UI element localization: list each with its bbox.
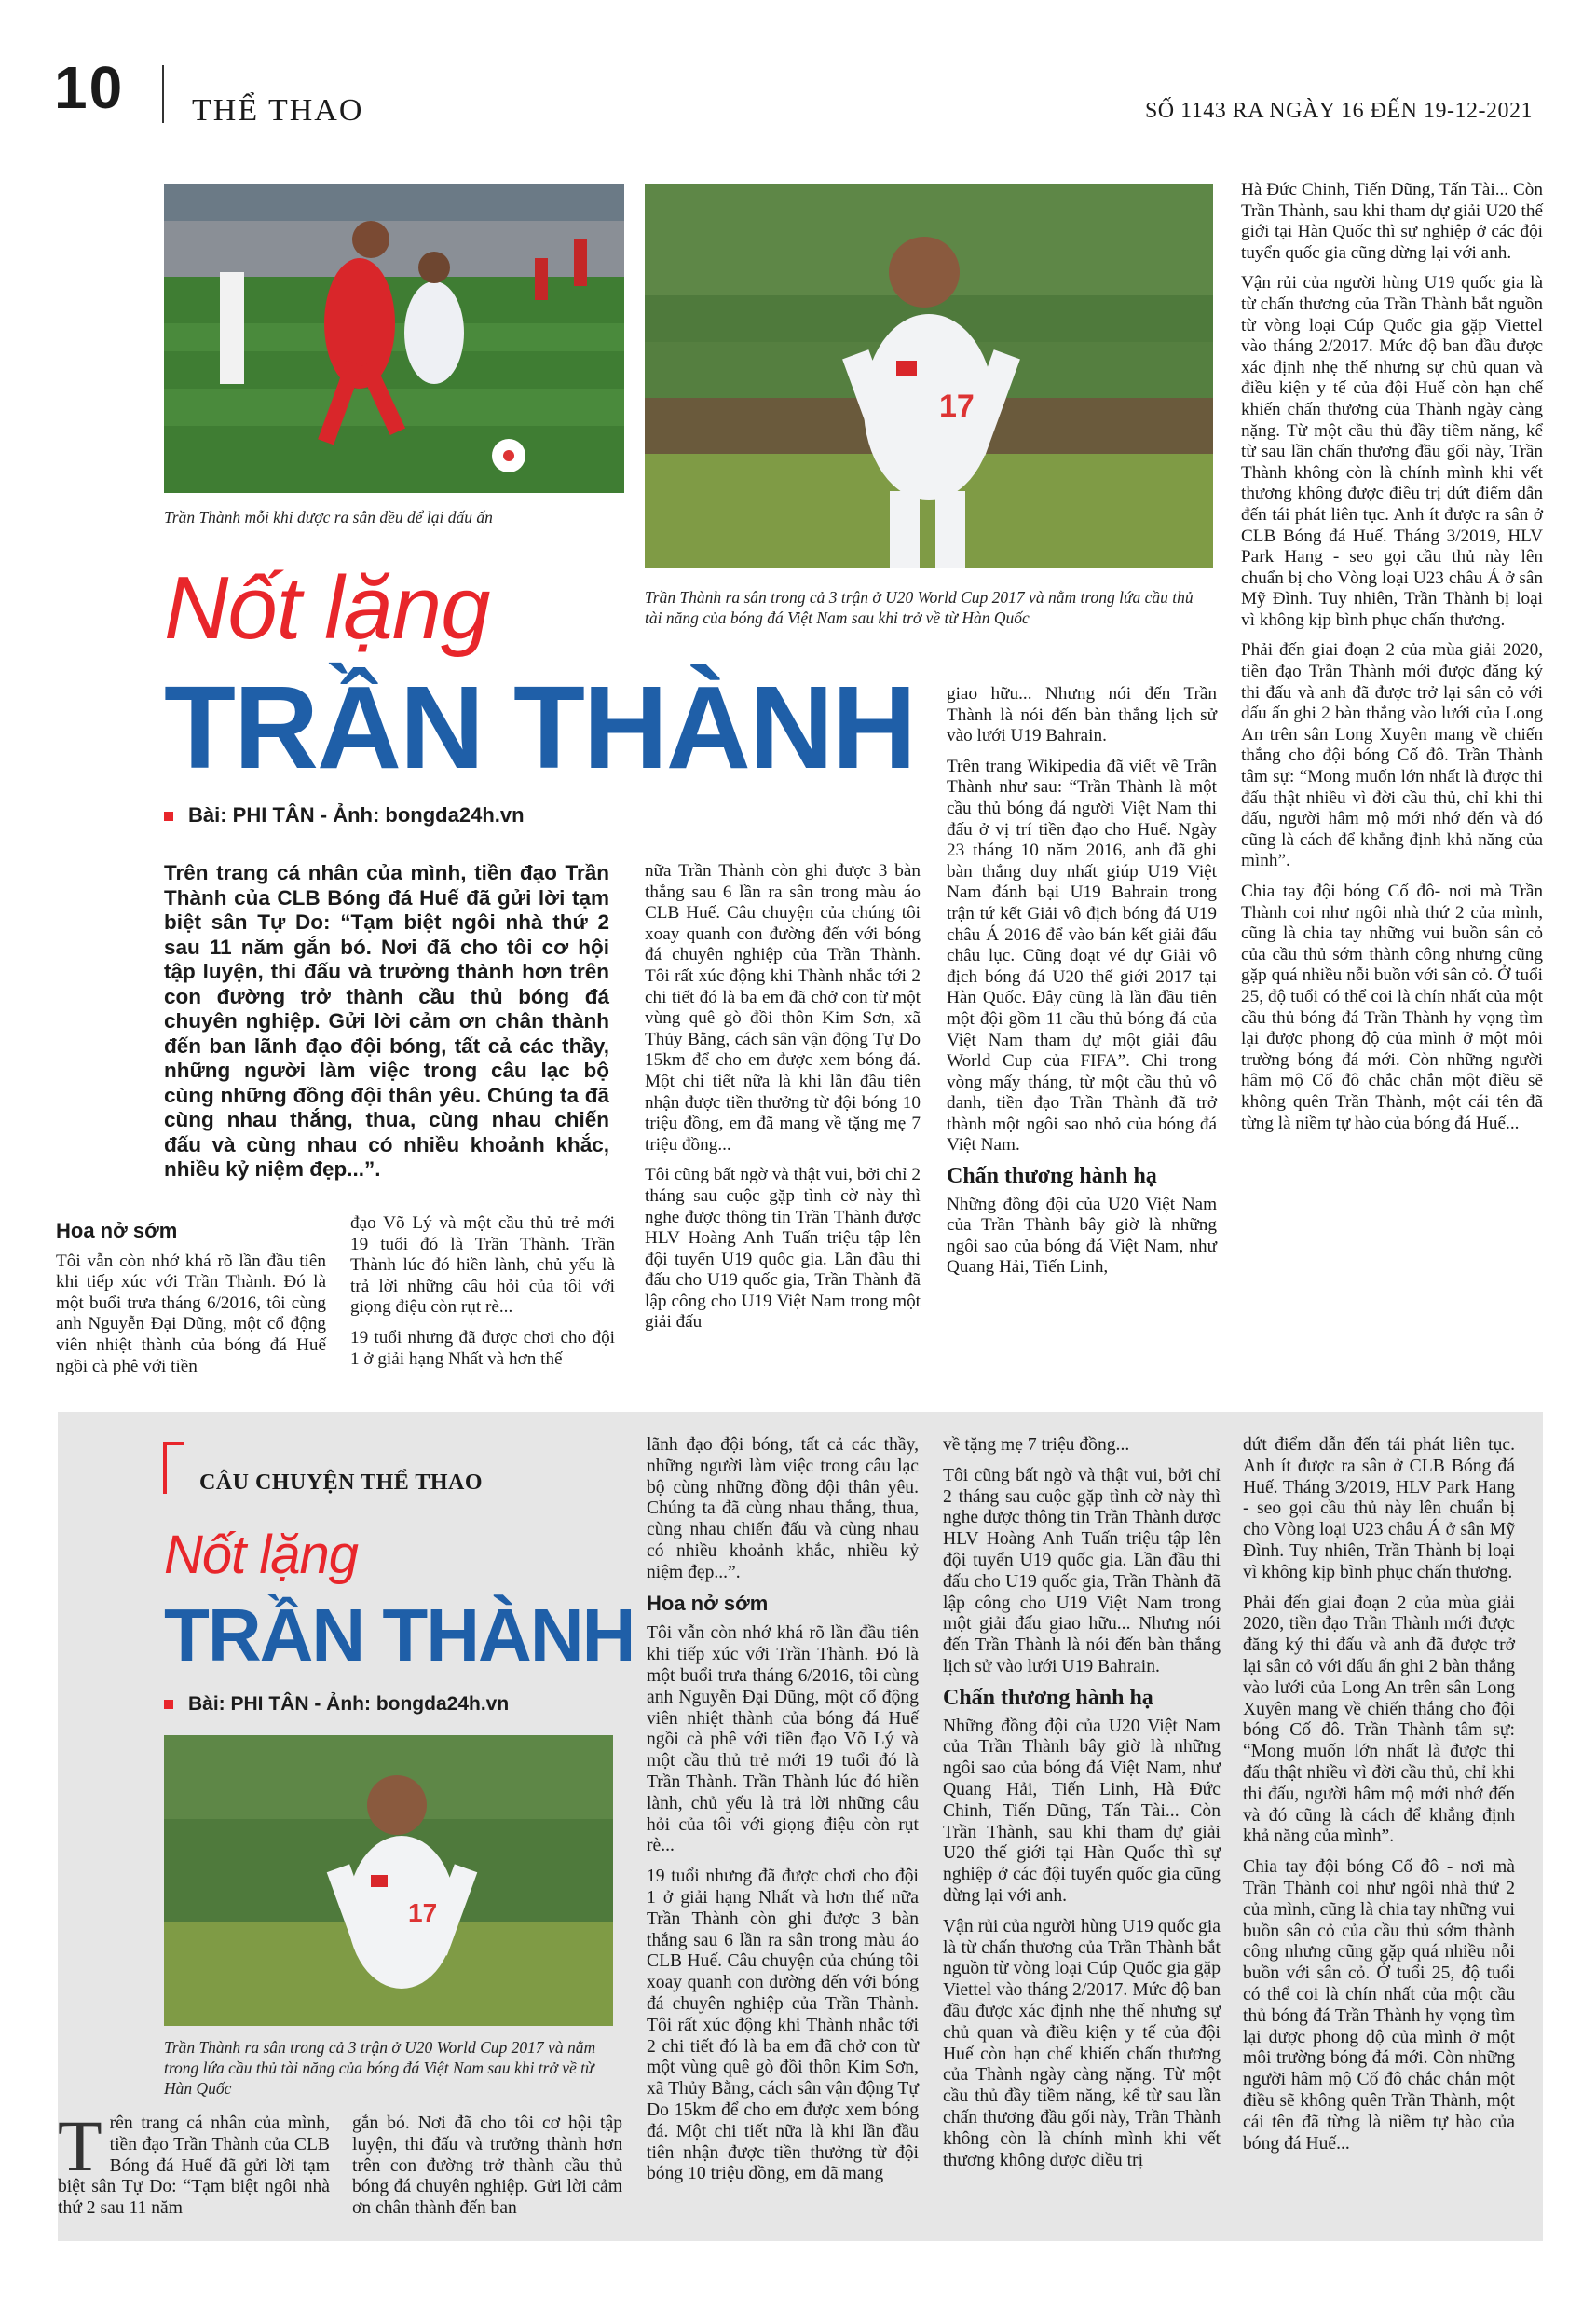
paragraph: Vận rủi của người hùng U19 quốc gia là từ chấn thương của Trần Thành bắt nguồn từ vòng loại Cúp Quốc gia gặp Viettel vào tháng 2/2017. Mức độ ban đầu được xác định nhẹ thế nhưng sự chủ quan và điều kiện y tế của đội Huế còn hạn chế khiến chấn thương của Thành ngày càng nặng. Từ một cầu thủ đầy tiềm năng, kể từ sau lần chấn thương đầu gối này, Trần Thành không còn là chính mình khi vết thương không được điều trị dứt điểm dẫn đến tái phát liên tục. Anh ít được ra sân ở CLB Bóng đá Huế. Tháng 3/2019, HLV Park Hang - seo gọi cầu thủ này lên chuẩn bị cho Vòng loại U23 châu Á ở sân Mỹ Đình. Tuy nhiên, Trần Thành bị loại vì không kịp bình phục chấn thương. — [1241, 273, 1543, 630]
article-column-3 — [645, 861, 921, 1343]
paragraph: Những đồng đội của U20 Việt Nam của Trần Thành bây giờ là những ngôi sao của bóng đá Việt Nam, như Quang Hải, Tiến Linh, Hà Đức Chinh, Tiến Dũng, Tấn Tài... Còn Trần Thành, sau khi tham dự giải U20 thế giới tại Hàn Quốc thì sự nghiệp ở các đội tuyển quốc gia cũng dừng lại với anh. — [943, 1716, 1221, 1906]
svg-text:17: 17 — [939, 389, 975, 424]
paragraph: 19 tuổi nhưng đã được chơi cho đội 1 ở giải hạng Nhất và hơn thế — [350, 1327, 615, 1369]
page-number: 10 — [54, 54, 125, 121]
paragraph: Chia tay đội bóng Cố đô - nơi mà Trần Thành coi như ngôi nhà thứ 2 của mình, cũng là chia tay những vui buồn sân cỏ của cầu thủ sớm thành công nhưng cũng gặp quá nhiều nỗi buồn với sân cỏ. Ở tuổi 25, độ tuổi có thể coi là chín nhất của một cầu thủ bóng đá Trần Thành hy vọng tìm lại được phong độ của mình ở một môi trường bóng đá mới. Còn những người hâm mộ Cố đô chắc chắn một điều sẽ không quên Trần Thành, một cái tên đã từng là niềm tự hào của bóng đá Huế... — [1243, 1857, 1515, 2154]
paragraph: dứt điểm dẫn đến tái phát liên tục. Anh ít được ra sân ở CLB Bóng đá Huế. Tháng 3/2019, HLV Park Hang - seo gọi cầu thủ này lên chuẩn bị cho Vòng loại U23 châu Á ở sân Mỹ Đình. Tuy nhiên, Trần Thành bị loại vì không kịp bình phục chấn thương. — [1243, 1435, 1515, 1582]
paragraph: Phải đến giai đoạn 2 của mùa giải 2020, tiền đạo Trần Thành mới được đăng ký thi đấu và anh đã được trở lại sân cỏ với dấu ấn ghi 2 bàn thắng vào lưới của Long An trên sân Long Xuyên mang về chiến thắng cho đội bóng Cố đô. Trần Thành tâm sự: “Mong muốn lớn nhất là được thi đấu thật nhiều vì đời cầu thủ, chỉ khi thi đấu, người hâm mộ mới nhớ đến và đó cũng là cách để khẳng định khả năng của mình”. — [1243, 1593, 1515, 1847]
subheading-chan-thuong: Chấn thương hành hạ — [947, 1164, 1157, 1189]
box-photo-caption: Trần Thành ra sân trong cả 3 trận ở U20 World Cup 2017 và nằm trong lứa cầu thủ tài năng của bóng đá Việt Nam sau khi trở về từ Hàn Quốc — [164, 2038, 596, 2098]
paragraph: 19 tuổi nhưng đã được chơi cho đội 1 ở giải hạng Nhất và hơn thế nữa Trần Thành còn ghi được 3 bàn thắng sau 6 lần ra sân trong màu áo CLB Huế. Câu chuyện của chúng tôi xoay quanh con đường đến với bóng đá chuyên nghiệp của Trần Thành. Tôi rất xúc động khi Thành nhắc tới 2 chi tiết đó là ba em đã chở con từ một vùng quê gò đồi thôn Kim Sơn, xã Thủy Bằng, cách sân vận động Tự Do 15km để cho em được xem bóng đá. Một chi tiết nữa là khi lần đầu tiên nhận được tiền thưởng từ đội bóng 10 triệu đồng, em đã mang — [647, 1867, 919, 2184]
paragraph: giao hữu... Nhưng nói đến Trần Thành là nói đến bàn thắng lịch sử vào lưới U19 Bahrain. — [947, 684, 1217, 746]
match-photo-2 — [645, 184, 1213, 568]
paragraph: nữa Trần Thành còn ghi được 3 bàn thắng sau 6 lần ra sân trong màu áo CLB Huế. Câu chuyện của chúng tôi xoay quanh con đường đến với bóng đá chuyên nghiệp của Trần Thành. Tôi rất xúc động khi Thành nhắc tới 2 chi tiết đó là ba em đã chở con từ một vùng quê gò đồi thôn Kim Sơn, xã Thủy Bằng, cách sân vận động Tự Do 15km để cho em được xem bóng đá. Một chi tiết nữa là khi lần đầu tiên nhận được tiền thưởng từ đội bóng 10 triệu đồng, em đã mang về tặng mẹ 7 triệu đồng... — [645, 861, 921, 1155]
paragraph: rên trang cá nhân của mình, tiền đạo Trần Thành của CLB Bóng đá Huế đã gửi lời tạm biệt sân Tự Do: “Tạm biệt ngôi nhà thứ 2 sau 11 năm — [58, 2114, 330, 2219]
paragraph: về tặng mẹ 7 triệu đồng... — [943, 1435, 1130, 1455]
byline — [164, 803, 525, 828]
section-mark-icon — [163, 1442, 184, 1494]
paragraph: lãnh đạo đội bóng, tất cả các thầy, những người làm việc trong câu lạc bộ cùng những đồng đội thân yêu. Chúng ta đã cùng nhau thắng, thua, cùng nhau chiến đấu và cùng nhau có nhiều khoảnh khắc, nhiều kỷ niệm đẹp...”. — [647, 1435, 919, 1582]
box-column-3 — [647, 1435, 919, 2195]
box-photo — [164, 1735, 613, 2026]
paragraph: Chia tay đội bóng Cố đô- nơi mà Trần Thành coi như ngôi nhà thứ 2 của mình, cũng là chia tay những vui buồn sân cỏ của cầu thủ sớm thành công nhưng cũng gặp quá nhiều nỗi buồn với sân cỏ. Ở tuổi 25, độ tuổi có thể coi là chín nhất của một cầu thủ bóng đá Trần Thành hy vọng tìm lại được phong độ của mình ở một môi trường bóng đá mới. Còn những người hâm mộ Cố đô chắc chắn một điều sẽ không quên Trần Thành, một cái tên đã từng là niềm tự hào của bóng đá Huế... — [1241, 882, 1543, 1133]
section-title: THỂ THAO — [192, 93, 364, 128]
paragraph: Vận rủi của người hùng U19 quốc gia là từ chấn thương của Trần Thành bắt nguồn từ vòng loại Cúp Quốc gia gặp Viettel vào tháng 2/2017. Mức độ ban đầu được xác định nhẹ thế nhưng sự chủ quan và điều kiện y tế của đội Huế còn hạn chế khiến chấn thương của Thành ngày càng nặng. Từ một cầu thủ đầy tiềm năng, kể từ sau lần chấn thương đầu gối này, Trần Thành không còn là chính mình khi vết thương không được điều trị — [943, 1916, 1221, 2170]
box-column-5 — [1243, 1435, 1515, 2164]
box-section-label: CÂU CHUYỆN THỂ THAO — [199, 1471, 483, 1495]
paragraph: đạo Võ Lý và một cầu thủ trẻ mới 19 tuổi đó là Trần Thành. Trần Thành lúc đó hiền lành, chủ yếu là trả lời những câu hỏi của tôi với giọng điệu còn rụt rè... — [350, 1213, 615, 1318]
paragraph: Tôi cũng bất ngờ và thật vui, bởi chỉ 2 tháng sau cuộc gặp tình cờ này thì nghe được thông tin Trần Thành được HLV Hoàng Anh Tuấn triệu tập lên đội tuyển U19 quốc gia. Lần đầu thi đấu cho U19 quốc gia, Trần Thành đã lập công cho U19 Việt Nam trong một giải đấu giao hữu... Nhưng nói đến Trần Thành là nói đến bàn thắng lịch sử vào lưới U19 Bahrain. — [943, 1465, 1221, 1676]
paragraph: Những đồng đội của U20 Việt Nam của Trần Thành bây giờ là những ngôi sao của bóng đá Việt Nam, như Quang Hải, Tiến Linh, — [947, 1194, 1217, 1278]
subheading-hoa-no-som: Hoa nở sớm — [56, 1219, 178, 1242]
paragraph: Tôi cũng bất ngờ và thật vui, bởi chỉ 2 tháng sau cuộc gặp tình cờ này thì nghe được thông tin Trần Thành được HLV Hoàng Anh Tuấn triệu tập lên đội tuyển U19 quốc gia. Lần đầu thi đấu cho U19 quốc gia, Trần Thành đã lập công cho U19 Việt Nam trong một giải đấu — [645, 1165, 921, 1333]
box-column-1 — [58, 2105, 330, 2220]
match-photo-1 — [164, 184, 624, 493]
paragraph: Tôi vẫn còn nhớ khá rõ lần đầu tiên khi tiếp xúc với Trần Thành. Đó là một buổi trưa tháng 6/2016, tôi cùng anh Nguyễn Đại Dũng, một cổ động viên nhiệt thành của bóng đá Huế ngồi cà phê với tiền — [56, 1251, 326, 1376]
article-column-5 — [1241, 180, 1543, 1143]
paragraph: Phải đến giai đoạn 2 của mùa giải 2020, tiền đạo Trần Thành mới được đăng ký thi đấu và anh đã được trở lại sân cỏ với dấu ấn ghi 2 bàn thắng vào lưới của Long An trên sân Long Xuyên mang về chiến thắng cho đội bóng Cố đô. Trần Thành tâm sự: “Mong muốn lớn nhất là được thi đấu thật nhiều vì đời cầu thủ, chỉ khi thi đấu, người hâm mộ mới nhớ đến và đó cũng là cách để khẳng định khả năng của mình”. — [1241, 640, 1543, 871]
box-title: TRẦN THÀNH — [164, 1594, 634, 1676]
box-column-2 — [352, 2114, 622, 2220]
header-divider — [162, 65, 164, 123]
box-subheading-hoa-no-som: Hoa nở sớm — [647, 1591, 769, 1615]
box-subheading-chan-thuong: Chấn thương hành hạ — [943, 1685, 1153, 1710]
article-column-4 — [947, 684, 1217, 1288]
photo-2-caption: Trần Thành ra sân trong cả 3 trận ở U20 World Cup 2017 và nằm trong lứa cầu thủ tài năng của bóng đá Việt Nam sau khi trở về từ Hàn Quốc — [645, 588, 1194, 627]
lead-paragraph: Trên trang cá nhân của mình, tiền đạo Trần Thành của CLB Bóng đá Huế đã gửi lời tạm biệt sân Tự Do: “Tạm biệt ngôi nhà thứ 2 sau 11 năm gắn bó. Nơi đã cho tôi cơ hội tập luyện, thi đấu và trưởng thành hơn trên con đường trở thành cầu thủ bóng đá chuyên nghiệp. Gửi lời cảm ơn chân thành đến ban lãnh đạo đội bóng, tất cả các thầy, những người làm việc trong câu lạc bộ cùng những đồng đội thân yêu. Chúng ta đã cùng nhau thắng, thua, cùng nhau chiến đấu và cùng nhau có nhiều khoảnh khắc, nhiều kỷ niệm đẹp...”. — [164, 861, 609, 1181]
byline-text: Bài: PHI TÂN - Ảnh: bongda24h.vn — [188, 1693, 510, 1715]
headline-title: TRẦN THÀNH — [164, 662, 915, 793]
byline-text: Bài: PHI TÂN - Ảnh: bongda24h.vn — [188, 803, 525, 827]
paragraph: Trên trang Wikipedia đã viết về Trần Thành như sau: “Trần Thành là một cầu thủ bóng đá người Việt Nam thi đấu ở vị trí tiền đạo cho Huế. Ngày 23 tháng 10 năm 2016, anh đã ghi bàn thắng duy nhất giúp U19 Việt Nam đánh bại U19 Bahrain trong trận tứ kết Giải vô địch bóng đá U19 châu Á 2016 để vào bán kết giải đấu châu lục. Cũng đoạt vé dự Giải vô địch bóng đá U20 thế giới 2017 tại Hàn Quốc. Đây cũng là lần đầu tiên một đội gồm 11 cầu thủ bóng đá của Việt Nam tham dự một giải đấu World Cup của FIFA”. Chỉ trong vòng mấy tháng, từ một cầu thủ vô danh, tiền đạo Trần Thành đã trở thành một ngôi sao nhỏ của bóng đá Việt Nam. — [947, 756, 1217, 1156]
paragraph: gắn bó. Nơi đã cho tôi cơ hội tập luyện, thi đấu và trưởng thành hơn trên con đường trở thành cầu thủ bóng đá chuyên nghiệp. Gửi lời cảm ơn chân thành đến ban — [352, 2114, 622, 2219]
issue-info: SỐ 1143 RA NGÀY 16 ĐẾN 19-12-2021 — [1144, 99, 1533, 123]
box-kicker: Nốt lặng — [164, 1525, 359, 1585]
drop-cap: T — [58, 2105, 102, 2186]
byline-square-icon — [164, 1700, 173, 1709]
article-column-1 — [56, 1213, 326, 1387]
article-column-2 — [350, 1213, 615, 1379]
paragraph: Tôi vẫn còn nhớ khá rõ lần đầu tiên khi tiếp xúc với Trần Thành. Đó là một buổi trưa tháng 6/2016, tôi cùng anh Nguyễn Đại Dũng, một cổ động viên nhiệt thành của bóng đá Huế ngồi cà phê với tiền đạo Võ Lý và một cầu thủ trẻ mới 19 tuổi đó là Trần Thành. Trần Thành lúc đó hiền lành, chủ yếu là trả lời những câu hỏi của tôi với giọng điệu còn rụt rè... — [647, 1623, 919, 1856]
paragraph: Hà Đức Chinh, Tiến Dũng, Tấn Tài... Còn Trần Thành, sau khi tham dự giải U20 thế giới tại Hàn Quốc thì sự nghiệp ở các đội tuyển quốc gia cũng dừng lại với anh. — [1241, 180, 1543, 263]
svg-text:17: 17 — [408, 1898, 438, 1927]
box-column-4 — [943, 1435, 1221, 2181]
byline-square-icon — [164, 812, 173, 821]
photo-1-caption: Trần Thành mỗi khi được ra sân đều để lại dấu ấn — [164, 508, 493, 527]
box-byline — [164, 1693, 509, 1716]
headline-kicker: Nốt lặng — [164, 558, 490, 658]
